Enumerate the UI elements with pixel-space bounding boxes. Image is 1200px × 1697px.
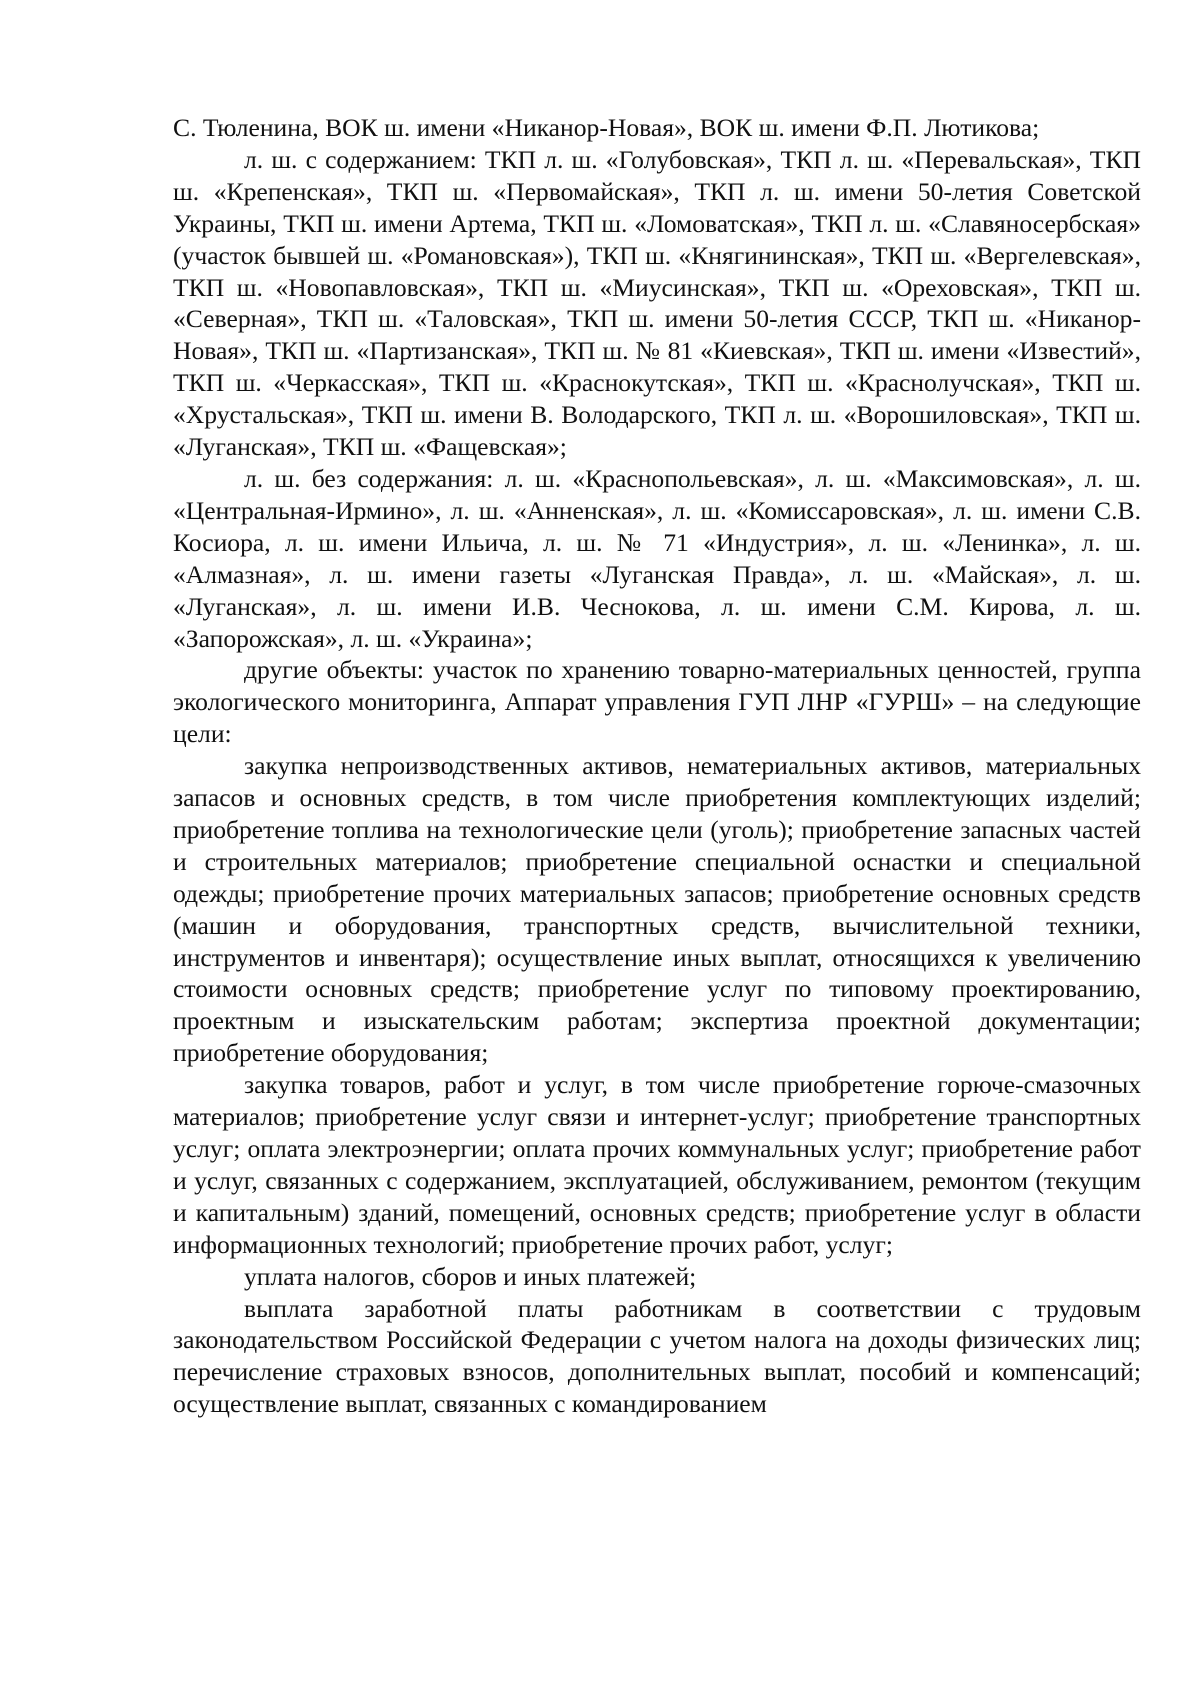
paragraph-mines-without-maintenance: л. ш. без содержания: л. ш. «Краснопольевская», л. ш. «Максимовская», л. ш. «Центральная-Ирмино», л. ш. «Анненская», л. ш. «Комиссаровская», л. ш. имени С.В. Косиора, л. ш. имени Ильича, л. ш. № 71 «Индустрия», л. ш. «Ленинка», л. ш. «Алмазная», л. ш. имени газеты «Луганская Правда», л. ш. «Майская», л. ш. «Луганская», л. ш. имени И.В. Чеснокова, л. ш. имени С.М. Кирова, л. ш. «Запорожская», л. ш. «Украина»;: [173, 463, 1141, 653]
paragraph-goods-services-purchase: закупка товаров, работ и услуг, в том числе приобретение горюче-смазочных материалов; приобретение услуг связи и интернет-услуг; приобретение транспортных услуг; оплата электроэнергии; оплата прочих коммунальных услуг; приобретение работ и услуг, связанных с содержанием, эксплуатацией, обслуживанием, ремонтом (текущим и капитальным) зданий, помещений, основных средств; приобретение услуг в области информационных технологий; приобретение прочих работ, услуг;: [173, 1070, 1141, 1259]
paragraph-salary: выплата заработной платы работникам в соответствии с трудовым законодательством Российской Федерации с учетом налога на доходы физических лиц; перечисление страховых взносов, дополнительных выплат, пособий и компенсаций; осуществление выплат, связанных с командированием: [173, 1293, 1141, 1419]
paragraph-taxes: уплата налогов, сборов и иных платежей;: [244, 1261, 697, 1291]
paragraph-mines-with-maintenance: л. ш. с содержанием: ТКП л. ш. «Голубовская», ТКП л. ш. «Перевальская», ТКП ш. «Крепенская», ТКП ш. «Первомайская», ТКП л. ш. имени 50-летия Советской Украины, ТКП ш. имени Артема, ТКП ш. «Ломоватская», ТКП л. ш. «Славяносербская» (участок бывшей ш. «Романовская»), ТКП ш. «Княгининская», ТКП ш. «Вергелевская», ТКП ш. «Новопавловская», ТКП ш. «Миусинская», ТКП ш. «Ореховская», ТКП ш. «Северная», ТКП ш. «Таловская», ТКП ш. имени 50-летия СССР, ТКП ш. «Никанор-Новая», ТКП ш. «Партизанская», ТКП ш. № 81 «Киевская», ТКП ш. имени «Известий», ТКП ш. «Черкасская», ТКП ш. «Краснокутская», ТКП ш. «Краснолучская», ТКП ш. «Хрустальская», ТКП ш. имени В. Володарского, ТКП л. ш. «Ворошиловская», ТКП ш. «Луганская», ТКП ш. «Фащевская»;: [173, 144, 1141, 462]
paragraph-asset-purchase: закупка непроизводственных активов, нематериальных активов, материальных запасов и основных средств, в том числе приобретения комплектующих изделий; приобретение топлива на технологические цели (уголь); приобретение запасных частей и строительных материалов; приобретение специальной оснастки и специальной одежды; приобретение прочих материальных запасов; приобретение основных средств (машин и оборудования, транспортных средств, вычислительной техники, инструментов и инвентаря); осуществление иных выплат, относящихся к увеличению стоимости основных средств; приобретение услуг по типовому проектированию, проектным и изыскательским работам; экспертиза проектной документации; приобретение оборудования;: [173, 751, 1141, 1068]
paragraph-continuation: С. Тюленина, ВОК ш. имени «Никанор-Новая», ВОК ш. имени Ф.П. Лютикова;: [173, 113, 1040, 142]
paragraph-other-objects: другие объекты: участок по хранению товарно-материальных ценностей, группа экологического мониторинга, Аппарат управления ГУП ЛНР «ГУРШ» – на следующие цели:: [173, 655, 1141, 749]
document-page: [173, 112, 1141, 1420]
